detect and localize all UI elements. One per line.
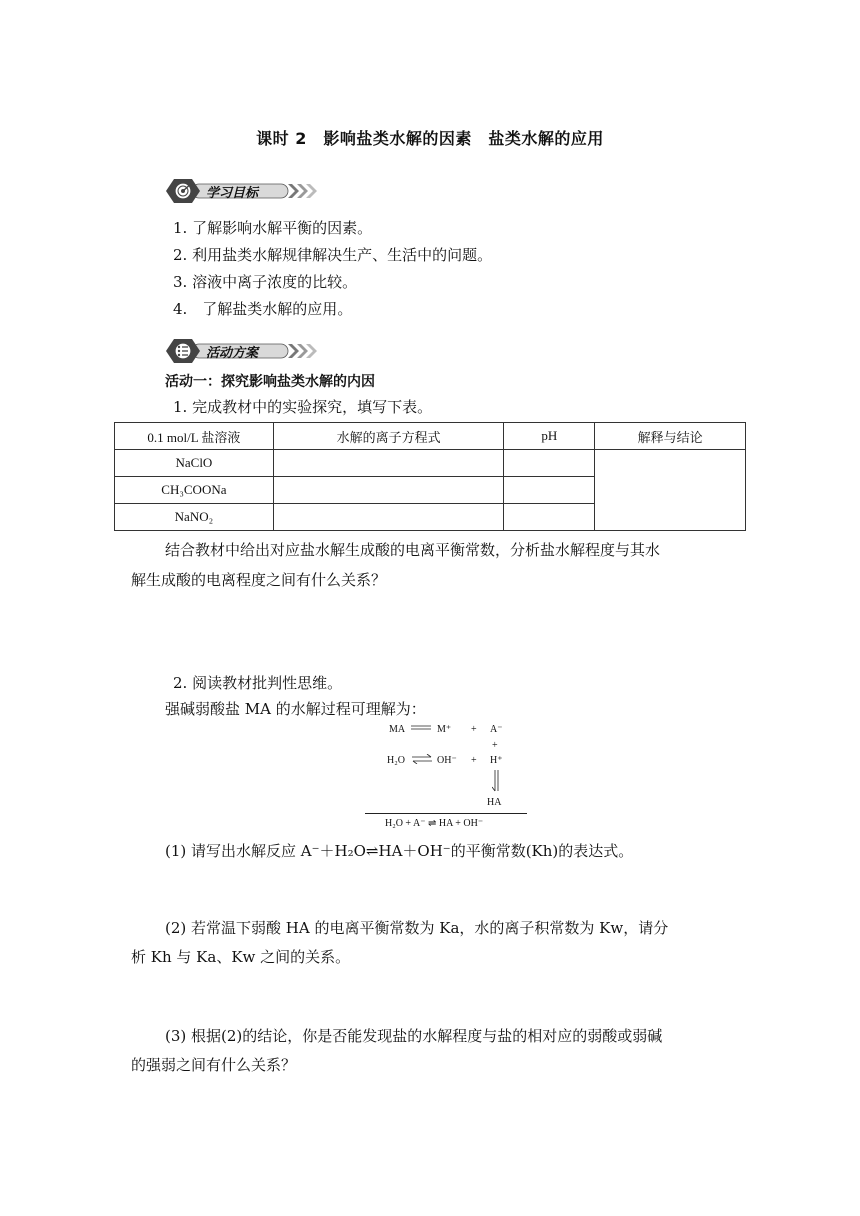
salt-name-cell: CH₃COONa: [115, 477, 274, 504]
table-header-row: [115, 423, 746, 450]
answer-blank-cell: [595, 450, 746, 531]
section-banner-activities: [162, 338, 322, 364]
table-header-cell: 解释与结论: [595, 423, 746, 450]
scheme-net-equation: H₂O + A⁻ ⇌ HA + OH⁻: [385, 818, 484, 829]
page-title: 课时 2 影响盐类水解的因素 盐类水解的应用: [256, 129, 604, 148]
table-header-cell: 水解的离子方程式: [273, 423, 504, 450]
answer-blank-cell: [273, 477, 504, 504]
objective-item: 1. 了解影响水解平衡的因素。: [173, 219, 373, 237]
sub-question-2-line: (2) 若常温下弱酸 HA 的电离平衡常数为 Ka，水的离子积常数为 Kw，请分: [165, 919, 669, 937]
table-header-cell: 0.1 mol/L 盐溶液: [115, 423, 274, 450]
sub-question-2-line: 析 Kh 与 Ka、Kw 之间的关系。: [131, 948, 351, 966]
equilibrium-arrow-icon: [412, 754, 432, 767]
scheme-plus: +: [471, 755, 477, 766]
section-banner-label: 学习目标: [206, 186, 259, 201]
scheme-species: M⁺: [437, 724, 452, 735]
scheme-plus: +: [492, 740, 498, 751]
question-1: 1. 完成教材中的实验探究，填写下表。: [173, 398, 433, 416]
answer-blank-cell: [504, 504, 595, 531]
objective-item: 3. 溶液中离子浓度的比较。: [173, 273, 358, 291]
scheme-species: OH⁻: [437, 755, 457, 766]
question-2: 2. 阅读教材批判性思维。: [173, 674, 343, 692]
answer-blank-cell: [273, 504, 504, 531]
objective-item: 4. 了解盐类水解的应用。: [173, 300, 353, 318]
experiment-table: [114, 422, 746, 531]
salt-name-cell: NaClO: [115, 450, 274, 477]
question-2-intro: 强碱弱酸盐 MA 的水解过程可理解为：: [165, 700, 426, 718]
section-banner-label: 活动方案: [206, 346, 259, 361]
vertical-equilibrium-arrow-icon: [492, 770, 502, 795]
answer-blank-cell: [504, 477, 595, 504]
sub-question-3-line: (3) 根据(2)的结论，你是否能发现盐的水解程度与盐的相对应的弱酸或弱碱: [165, 1027, 663, 1045]
salt-name-cell: NaNO₂: [115, 504, 274, 531]
full-ionization-arrow-icon: [411, 722, 431, 735]
section-banner-objectives: [162, 178, 322, 204]
table-row: [115, 450, 746, 477]
answer-blank-cell: [273, 450, 504, 477]
sub-question-3-line: 的强弱之间有什么关系？: [131, 1056, 297, 1074]
scheme-divider: [365, 813, 527, 814]
hydrolysis-scheme: [365, 720, 530, 835]
objective-item: 2. 利用盐类水解规律解决生产、生活中的问题。: [173, 246, 493, 264]
scheme-species: A⁻: [490, 724, 503, 735]
scheme-species: MA: [389, 724, 406, 735]
scheme-species: H₂O: [387, 755, 405, 766]
table-header-cell: pH: [504, 423, 595, 450]
answer-blank-cell: [504, 450, 595, 477]
scheme-plus: +: [471, 724, 477, 735]
scheme-species: H⁺: [490, 755, 503, 766]
paragraph-line: 结合教材中给出对应盐水解生成酸的电离平衡常数，分析盐水解程度与其水: [165, 541, 661, 559]
activity-title: 活动一：探究影响盐类水解的内因: [165, 374, 375, 390]
sub-question-1: (1) 请写出水解反应 A⁻＋H₂O⇌HA＋OH⁻的平衡常数(Kh)的表达式。: [165, 842, 634, 860]
scheme-species: HA: [487, 797, 502, 808]
paragraph-line: 解生成酸的电离程度之间有什么关系？: [131, 571, 387, 589]
